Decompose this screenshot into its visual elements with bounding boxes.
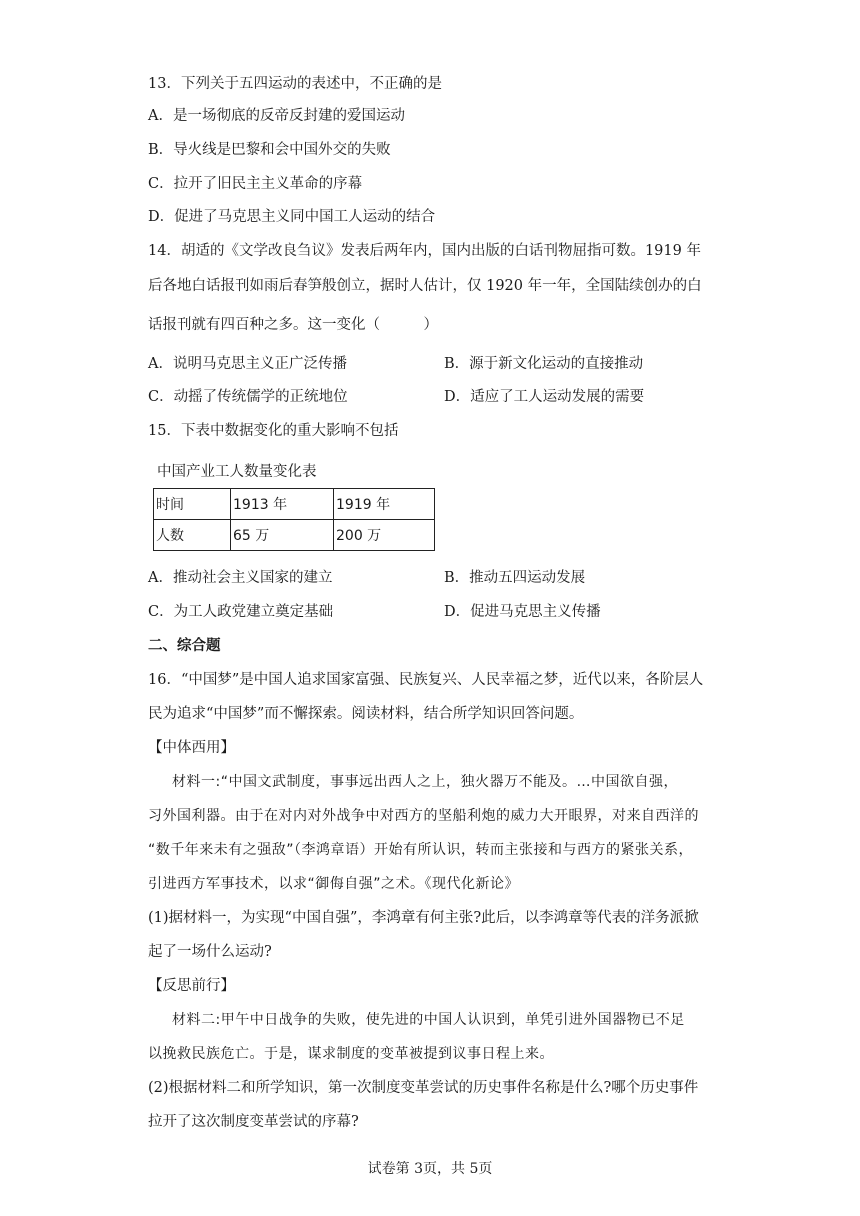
page-footer: 试卷第 3页，共 5页 [367,1161,493,1177]
q14-stem-line-2: 后各地白话报刊如雨后春笋般创立，据时人估计，仅 1920 年一年，全国陆续创办的白 [148,278,702,294]
q15-option-d: D．促进马克思主义传播 [444,604,601,620]
q14-option-d: D．适应了工人运动发展的需要 [444,389,645,405]
q13-stem: 13．下列关于五四运动的表述中，不正确的是 [148,76,442,92]
q14-stem-line-3: 话报刊就有四百种之多。这一变化（ ） [148,317,438,333]
material1-line-4: 引进西方军事技术，以求“御侮自强”之术。《现代化新论》 [148,876,520,892]
q14-stem-line-1: 14．胡适的《文学改良刍议》发表后两年内，国内出版的白话刊物屈指可数。1919 年 [148,243,701,259]
q16-intro-line-2: 民为追求“中国梦”而不懈探索。阅读材料，结合所学知识回答问题。 [148,706,584,722]
q14-option-c: C．动摇了传统儒学的正统地位 [148,389,348,405]
part1-heading: 【中体西用】 [148,740,235,756]
q13-option-b: B．导火线是巴黎和会中国外交的失败 [148,142,391,158]
q13-option-a: A．是一场彻底的反帝反封建的爱国运动 [148,108,405,124]
table-cell: 1913 年 [231,489,334,520]
question2-line-2: 拉开了这次制度变革尝试的序幕? [148,1114,359,1130]
material1-line-3: “数千年来未有之强敌”（李鸿章语）开始有所认识，转而主张接和与西方的紧张关系， [148,842,694,858]
q14-option-b: B．源于新文化运动的直接推动 [444,356,644,372]
q15-stem: 15．下表中数据变化的重大影响不包括 [148,423,399,439]
material1-line-1: 材料一:“中国文武制度，事事远出西人之上，独火器万不能及。…中国欲自强， [172,774,678,790]
question1-line-2: 起了一场什么运动? [148,944,272,960]
material2-line-2: 以挽救民族危亡。于是，谋求制度的变革被提到议事日程上来。 [148,1046,554,1062]
q13-option-c: C．拉开了旧民主主义革命的序幕 [148,176,363,192]
table-cell: 1919 年 [334,489,435,520]
table-cell: 65 万 [231,520,334,551]
table-caption: 中国产业工人数量变化表 [157,464,317,480]
q13-option-d: D．促进了马克思主义同中国工人运动的结合 [148,209,436,225]
section-title: 二、综合题 [148,637,221,654]
material2-line-1: 材料二:甲午中日战争的失败，使先进的中国人认识到，单凭引进外国器物已不足 [172,1012,685,1028]
question1-line-1: (1)据材料一，为实现“中国自强”，李鸿章有何主张?此后，以李鸿章等代表的洋务派掀 [148,910,699,926]
q15-option-c: C．为工人政党建立奠定基础 [148,604,334,620]
table-row [154,520,435,551]
table-cell: 200 万 [334,520,435,551]
material1-line-2: 习外国利器。由于在对内对外战争中对西方的坚船利炮的威力大开眼界，对来自西洋的 [148,808,699,824]
q15-option-a: A．推动社会主义国家的建立 [148,570,333,586]
question2-line-1: (2)根据材料二和所学知识，第一次制度变革尝试的历史事件名称是什么?哪个历史事件 [148,1080,699,1096]
q14-option-a: A．说明马克思主义正广泛传播 [148,356,347,372]
part2-heading: 【反思前行】 [148,978,235,994]
q15-option-b: B．推动五四运动发展 [444,570,586,586]
table-row [154,489,435,520]
q16-intro-line-1: 16．“中国梦”是中国人追求国家富强、民族复兴、人民幸福之梦，近代以来，各阶层人 [148,672,704,688]
worker-count-table [153,488,435,551]
table-cell: 时间 [154,489,231,520]
table-cell: 人数 [154,520,231,551]
